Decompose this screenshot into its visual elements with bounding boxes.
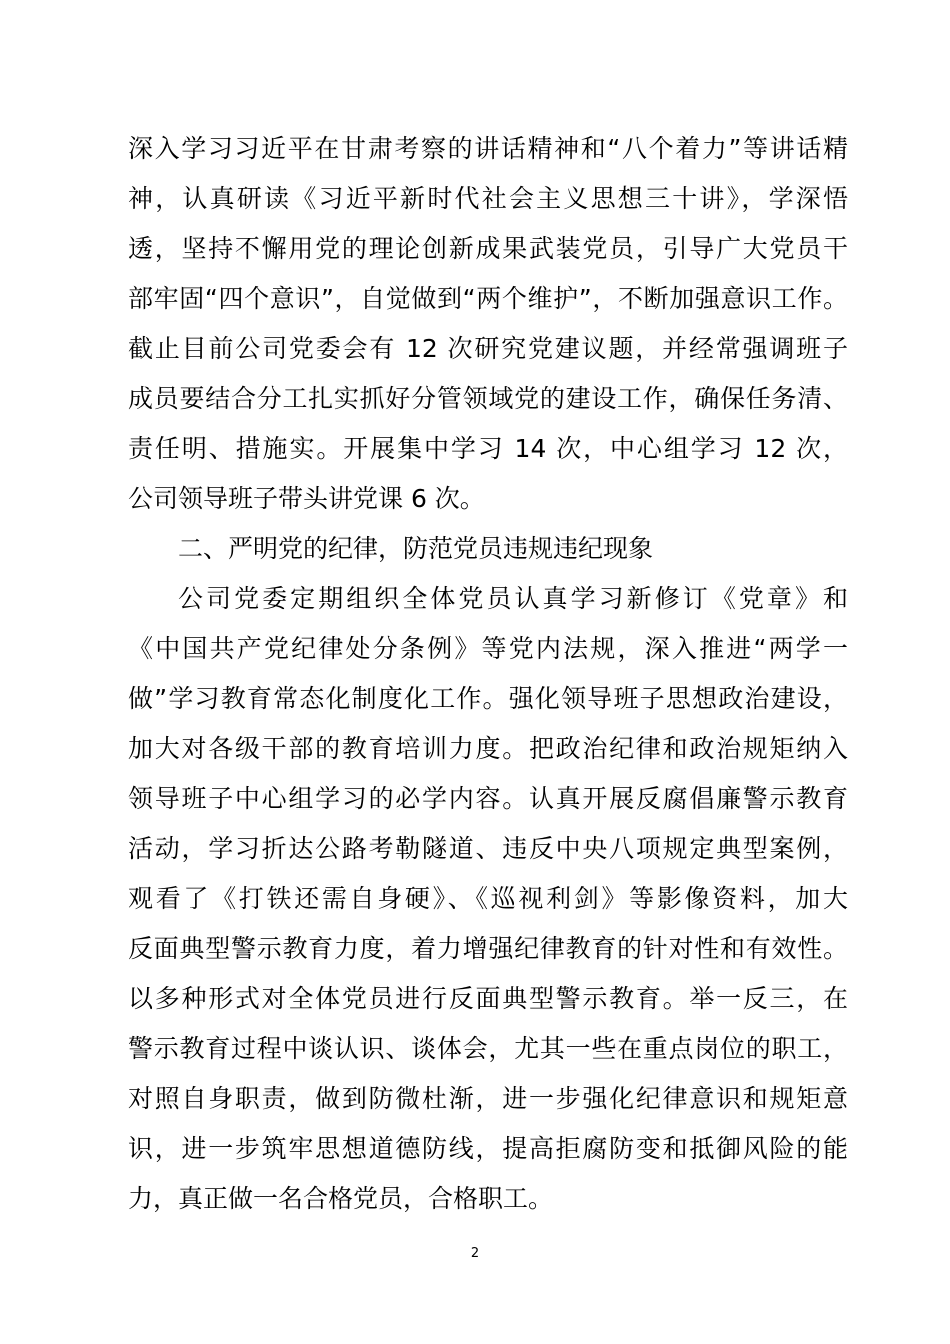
paragraph-line: 透，坚持不懈用党的理论创新成果武装党员，引导广大党员干 <box>128 234 848 263</box>
page-number: 2 <box>470 1246 480 1261</box>
paragraph-line: 公司党委定期组织全体党员认真学习新修订《党章》和 <box>178 584 848 613</box>
paragraph-line: 力，真正做一名合格党员，合格职工。 <box>128 1184 554 1213</box>
paragraph-line: 神，认真研读《习近平新时代社会主义思想三十讲》，学深悟 <box>128 184 848 213</box>
paragraph-line: 对照自身职责，做到防微杜渐，进一步强化纪律意识和规矩意 <box>128 1084 848 1113</box>
paragraph-line: 深入学习习近平在甘肃考察的讲话精神和“八个着力”等讲话精 <box>128 134 848 163</box>
paragraph-line: 观看了《打铁还需自身硬》、《巡视利剑》等影像资料，加大 <box>128 884 848 913</box>
document-body <box>128 124 848 1224</box>
paragraph-line: 做”学习教育常态化制度化工作。强化领导班子思想政治建设， <box>128 684 848 713</box>
paragraph-line: 以多种形式对全体党员进行反面典型警示教育。举一反三，在 <box>128 984 848 1013</box>
section-heading: 二、严明党的纪律，防范党员违规违纪现象 <box>178 534 654 563</box>
paragraph-line: 截止目前公司党委会有 12 次研究党建议题，并经常强调班子 <box>128 334 848 363</box>
paragraph-line: 公司领导班子带头讲党课 6 次。 <box>128 484 485 513</box>
paragraph-line: 反面典型警示教育力度，着力增强纪律教育的针对性和有效性。 <box>128 934 848 963</box>
paragraph-line: 成员要结合分工扎实抓好分管领域党的建设工作，确保任务清、 <box>128 384 848 413</box>
paragraph-line: 部牢固“四个意识”，自觉做到“两个维护”，不断加强意识工作。 <box>128 284 848 313</box>
paragraph-line: 领导班子中心组学习的必学内容。认真开展反腐倡廉警示教育 <box>128 784 848 813</box>
paragraph-line: 加大对各级干部的教育培训力度。把政治纪律和政治规矩纳入 <box>128 734 848 763</box>
paragraph-line: 活动，学习折达公路考勒隧道、违反中央八项规定典型案例， <box>128 834 848 863</box>
paragraph-line: 《中国共产党纪律处分条例》等党内法规，深入推进“两学一 <box>128 634 848 663</box>
paragraph-line: 警示教育过程中谈认识、谈体会，尤其一些在重点岗位的职工， <box>128 1034 848 1063</box>
paragraph-line: 识，进一步筑牢思想道德防线，提高拒腐防变和抵御风险的能 <box>128 1134 848 1163</box>
paragraph-line: 责任明、措施实。开展集中学习 14 次，中心组学习 12 次， <box>128 434 848 463</box>
